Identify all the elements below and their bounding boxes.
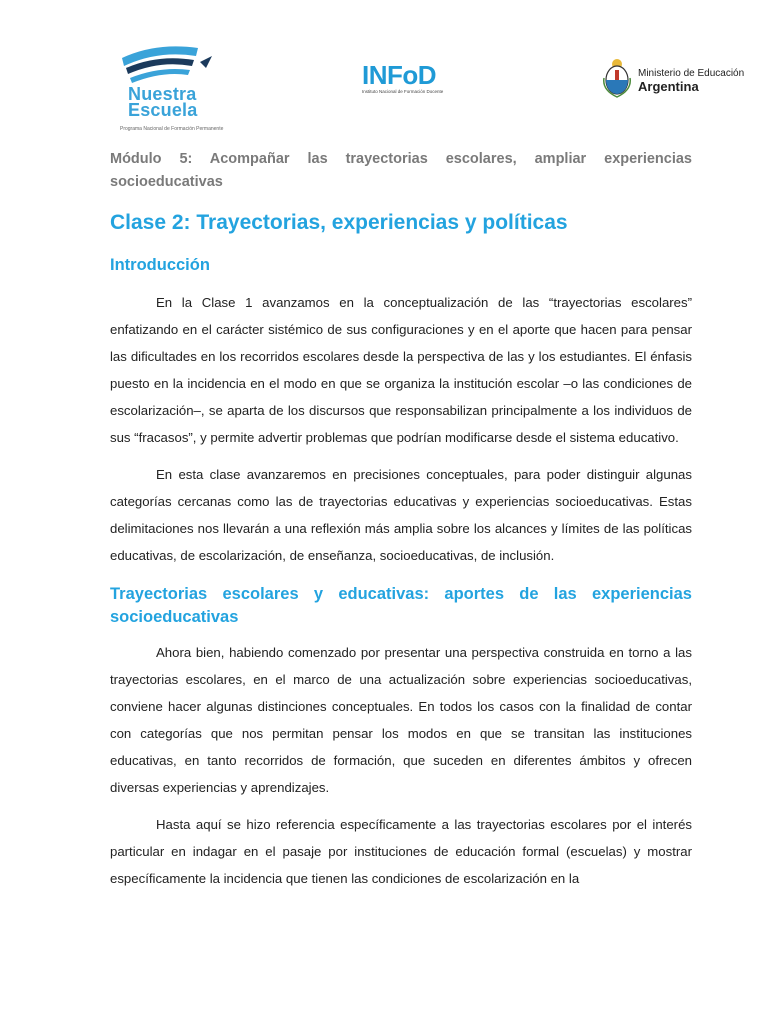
- ministerio-text: [638, 68, 744, 94]
- infod-wordmark: INFoD: [362, 60, 437, 90]
- section-heading: Trayectorias escolares y educativas: aportes de las experiencias socioeducativas: [110, 585, 692, 626]
- nuestra-escuela-subtitle: Programa Nacional de Formación Permanente: [120, 126, 224, 132]
- intro-paragraph-1: En la Clase 1 avanzamos en la conceptualización de las “trayectorias escolares” enfatizando en el carácter sistémico de sus configuraciones y en el aporte que hacen para pensar las dificultades en los recorridos escolares desde la perspectiva de las y los estudiantes. El énfasis puesto en la incidencia en el modo en que se organiza la institución escolar –o las condiciones de escolarización–, se aparta de los discursos que responsabilizan principalmente a los individuos de sus “fracasos”, y permite advertir problemas que podrían modificarse desde el sistema educativo.: [110, 295, 692, 445]
- infod-logo: [362, 62, 443, 94]
- nuestra-escuela-line2: Escuela: [128, 100, 198, 120]
- class-title: Clase 2: Trayectorias, experiencias y políticas: [110, 211, 568, 234]
- section-paragraph-2: Hasta aquí se hizo referencia específicamente a las trayectorias escolares por el interés particular en indagar en el pasaje por instituciones de educación formal (escuelas) y mostrar específicamente la incidencia que tienen las condiciones de escolarización en la: [110, 817, 692, 886]
- ministerio-line1: Ministerio de Educación: [638, 68, 745, 79]
- ministerio-logo: [600, 56, 745, 100]
- intro-heading: Introducción: [110, 256, 210, 274]
- document-body: [110, 148, 692, 902]
- infod-subtitle: Instituto Nacional de Formación Docente: [362, 89, 444, 94]
- ministerio-line2: Argentina: [638, 79, 699, 94]
- nuestra-escuela-line1: Nuestra: [128, 84, 197, 104]
- nuestra-escuela-logo: [112, 40, 222, 135]
- nuestra-escuela-arcs-icon: [116, 40, 216, 84]
- nuestra-escuela-wordmark: [128, 86, 197, 118]
- section-paragraph-1: Ahora bien, habiendo comenzado por presentar una perspectiva construida en torno a las trayectorias escolares, en el marco de una actualización sobre experiencias socioeducativas, conviene hacer algunas distinciones conceptuales. En todos los casos con la finalidad de contar con categorías que nos permitan pensar los modos en que se transitan las instituciones educativas, en tanto recorridos de formación, que suceden en diferentes ámbitos y ofrecen diversas experiencias y aprendizajes.: [110, 645, 692, 795]
- coat-of-arms-icon: [602, 56, 632, 100]
- module-title: Módulo 5: Acompañar las trayectorias escolares, ampliar experiencias socioeducativas: [110, 151, 692, 190]
- intro-paragraph-2: En esta clase avanzaremos en precisiones conceptuales, para poder distinguir algunas categorías cercanas como las de trayectorias educativas y experiencias socioeducativas. Estas delimitaciones nos llevarán a una reflexión más amplia sobre los alcances y límites de las políticas educativas, de escolarización, de enseñanza, socioeducativas, de inclusión.: [110, 467, 692, 563]
